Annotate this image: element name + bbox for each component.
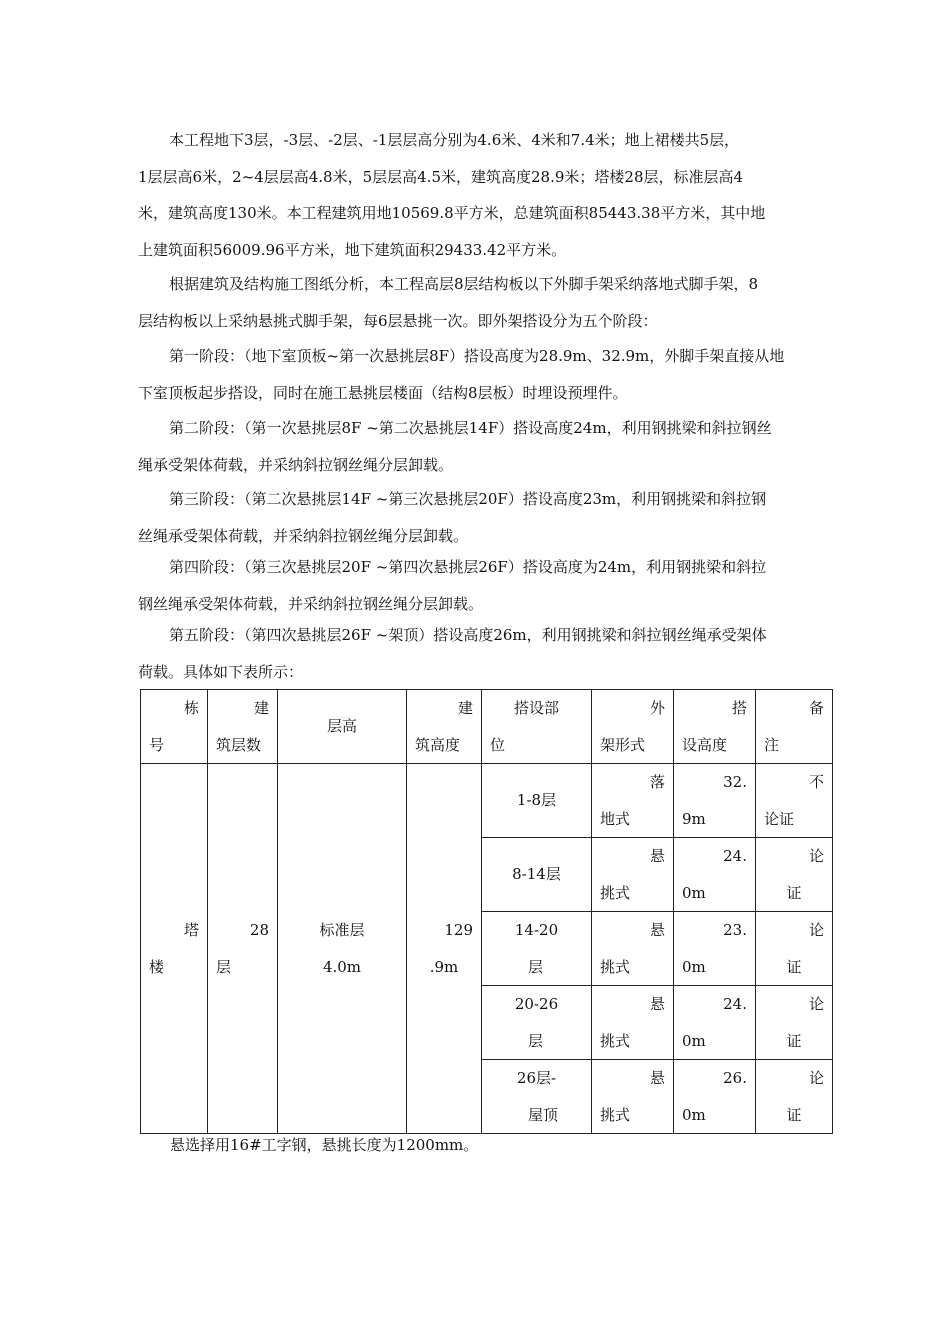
- cell-text: 23.: [723, 921, 747, 939]
- header-text: 注: [764, 735, 780, 754]
- cell-text: 0m: [682, 1105, 706, 1124]
- text-line: 第五阶段：（第四次悬挑层26F ~架顶）搭设高度26m，利用钢挑梁和斜拉钢丝绳承受架体: [169, 626, 767, 644]
- header-building-id: [141, 690, 208, 764]
- header-text: 栋: [183, 699, 199, 717]
- cell-text: 26.: [723, 1069, 747, 1087]
- header-text: 搭设部: [513, 699, 559, 717]
- cell-text: 论: [808, 995, 824, 1013]
- header-floor-height: [278, 690, 407, 764]
- cell-text: 悬: [649, 1069, 665, 1087]
- text-line: 层结构板以上采纳悬挑式脚手架，每6层悬挑一次。即外架搭设分为五个阶段：: [138, 311, 658, 330]
- cell-text: 129: [444, 921, 473, 939]
- cell-position: [482, 986, 592, 1060]
- cell-text: 26层-: [516, 1069, 557, 1087]
- cell-text: 层: [216, 957, 232, 976]
- cell-building-height: [407, 764, 482, 1134]
- cell-text: 证: [786, 1031, 802, 1050]
- paragraph-stage-2: [138, 410, 838, 483]
- cell-position: [482, 764, 592, 838]
- cell-text: 悬: [649, 995, 665, 1013]
- cell-height: [674, 764, 756, 838]
- cell-text: 标准层: [319, 921, 365, 939]
- header-text: 筑高度: [415, 735, 461, 754]
- header-text: 层高: [326, 717, 357, 736]
- text-line: 第三阶段：（第二次悬挑层14F ~第三次悬挑层20F）搭设高度23m，利用钢挑梁和斜拉钢: [169, 490, 767, 508]
- header-erect-height: [674, 690, 756, 764]
- header-floor-count: [208, 690, 278, 764]
- header-text: 备: [808, 699, 824, 717]
- cell-text: 14-20: [514, 921, 559, 939]
- cell-text: 论证: [764, 809, 795, 828]
- paragraph-analysis: [138, 266, 838, 339]
- cell-text: 0m: [682, 957, 706, 976]
- paragraph-stage-1: [138, 338, 838, 411]
- cell-building: [141, 764, 208, 1134]
- cell-text: 0m: [682, 1031, 706, 1050]
- text-line: 上建筑面积56009.96平方米，地下建筑面积29433.42平方米。: [138, 240, 567, 259]
- cell-text: 论: [808, 921, 824, 939]
- cell-text: 层: [528, 1031, 544, 1050]
- header-scaffold-type: [592, 690, 674, 764]
- cell-height: [674, 986, 756, 1060]
- cell-text: 9m: [682, 809, 706, 828]
- cell-note: [756, 838, 833, 912]
- scaffold-spec-table: [140, 689, 833, 1134]
- cell-note: [756, 986, 833, 1060]
- text-line: 下室顶板起步搭设，同时在施工悬挑层楼面（结构8层板）时埋设预埋件。: [138, 383, 628, 402]
- cantilever-note: 悬选择用16#工字钢，悬挑长度为1200mm。: [170, 1136, 479, 1154]
- header-text: 设高度: [682, 735, 728, 754]
- cell-text: 层: [528, 957, 544, 976]
- text-line: 绳承受架体荷载，并采纳斜拉钢丝绳分层卸载。: [138, 455, 454, 474]
- cell-text: 证: [786, 957, 802, 976]
- text-line: 第二阶段：（第一次悬挑层8F ~第二次悬挑层14F）搭设高度24m，利用钢挑梁和斜拉钢丝: [169, 419, 772, 437]
- text-line: 1层层高6米，2~4层层高4.8米，5层层高4.5米，建筑高度28.9米；塔楼28层，标准层高4: [138, 167, 744, 186]
- cell-text: 挑式: [600, 883, 631, 902]
- cell-text: 屋顶: [528, 1105, 559, 1124]
- cell-text: 挑式: [600, 957, 631, 976]
- text-line: 本工程地下3层，-3层、-2层、-1层层高分别为4.6米、4米和7.4米；地上裙楼共5层，: [169, 131, 740, 149]
- header-text: 建: [457, 699, 473, 717]
- header-text: 外: [649, 699, 665, 717]
- paragraph-stage-4: [138, 549, 838, 622]
- header-text: 筑层数: [216, 735, 262, 754]
- cell-text: 证: [786, 1105, 802, 1124]
- cell-position: [482, 1060, 592, 1134]
- cell-text: 证: [786, 883, 802, 902]
- header-text: 号: [149, 735, 165, 754]
- text-line: 米，建筑高度130米。本工程建筑用地10569.8平方米，总建筑面积85443.38平方米，其中地: [138, 204, 766, 222]
- table-row: [141, 764, 833, 838]
- cell-text: 28: [249, 921, 269, 939]
- text-line: 第一阶段：（地下室顶板~第一次悬挑层8F）搭设高度为28.9m、32.9m，外脚手架直接从地: [169, 347, 785, 365]
- cell-text: 论: [808, 1069, 824, 1087]
- cell-text: 悬: [649, 847, 665, 865]
- header-remark: [756, 690, 833, 764]
- text-line: 丝绳承受架体荷载，并采纳斜拉钢丝绳分层卸载。: [138, 526, 469, 545]
- text-line: 根据建筑及结构施工图纸分析，本工程高层8层结构板以下外脚手架采纳落地式脚手架，8: [169, 275, 759, 293]
- cell-note: [756, 912, 833, 986]
- table-header-row: [141, 690, 833, 764]
- cell-type: [592, 1060, 674, 1134]
- cell-type: [592, 838, 674, 912]
- cell-position: [482, 838, 592, 912]
- text-line: 第四阶段：（第三次悬挑层20F ~第四次悬挑层26F）搭设高度为24m，利用钢挑梁和斜拉: [169, 558, 767, 576]
- paragraph-project-overview: [138, 122, 838, 268]
- cell-text: 20-26: [514, 995, 559, 1013]
- cell-text: 落: [649, 773, 665, 791]
- cell-text: 论: [808, 847, 824, 865]
- cell-text: 挑式: [600, 1105, 631, 1124]
- cell-text: 24.: [723, 847, 747, 865]
- cell-note: [756, 764, 833, 838]
- text-line: 荷载。具体如下表所示：: [138, 662, 304, 681]
- cell-height: [674, 838, 756, 912]
- cell-text: 1-8层: [516, 791, 557, 810]
- cell-type: [592, 764, 674, 838]
- paragraph-stage-3: [138, 481, 838, 554]
- text-line: 钢丝绳承受架体荷载，并采纳斜拉钢丝绳分层卸载。: [138, 594, 484, 613]
- header-text: 位: [490, 735, 506, 754]
- cell-text: 8-14层: [512, 865, 561, 884]
- paragraph-stage-5: [138, 617, 838, 690]
- cell-floors: [208, 764, 278, 1134]
- cell-text: 地式: [600, 809, 631, 828]
- cell-text: 24.: [723, 995, 747, 1013]
- cell-floor-height: [278, 764, 407, 1134]
- cell-text: 挑式: [600, 1031, 631, 1050]
- cell-note: [756, 1060, 833, 1134]
- cell-height: [674, 912, 756, 986]
- cell-text: 32.: [723, 773, 747, 791]
- header-text: 架形式: [600, 735, 646, 754]
- cell-text: 0m: [682, 883, 706, 902]
- cell-type: [592, 912, 674, 986]
- header-position: [482, 690, 592, 764]
- cell-text: .9m: [429, 957, 459, 976]
- cell-text: 楼: [149, 957, 165, 976]
- cell-height: [674, 1060, 756, 1134]
- cell-text: 不: [808, 773, 824, 791]
- cell-text: 悬: [649, 921, 665, 939]
- header-text: 建: [253, 699, 269, 717]
- cell-text: 塔: [183, 921, 199, 939]
- header-building-height: [407, 690, 482, 764]
- cell-text: 4.0m: [322, 957, 362, 976]
- header-text: 搭: [731, 699, 747, 717]
- cell-type: [592, 986, 674, 1060]
- cell-position: [482, 912, 592, 986]
